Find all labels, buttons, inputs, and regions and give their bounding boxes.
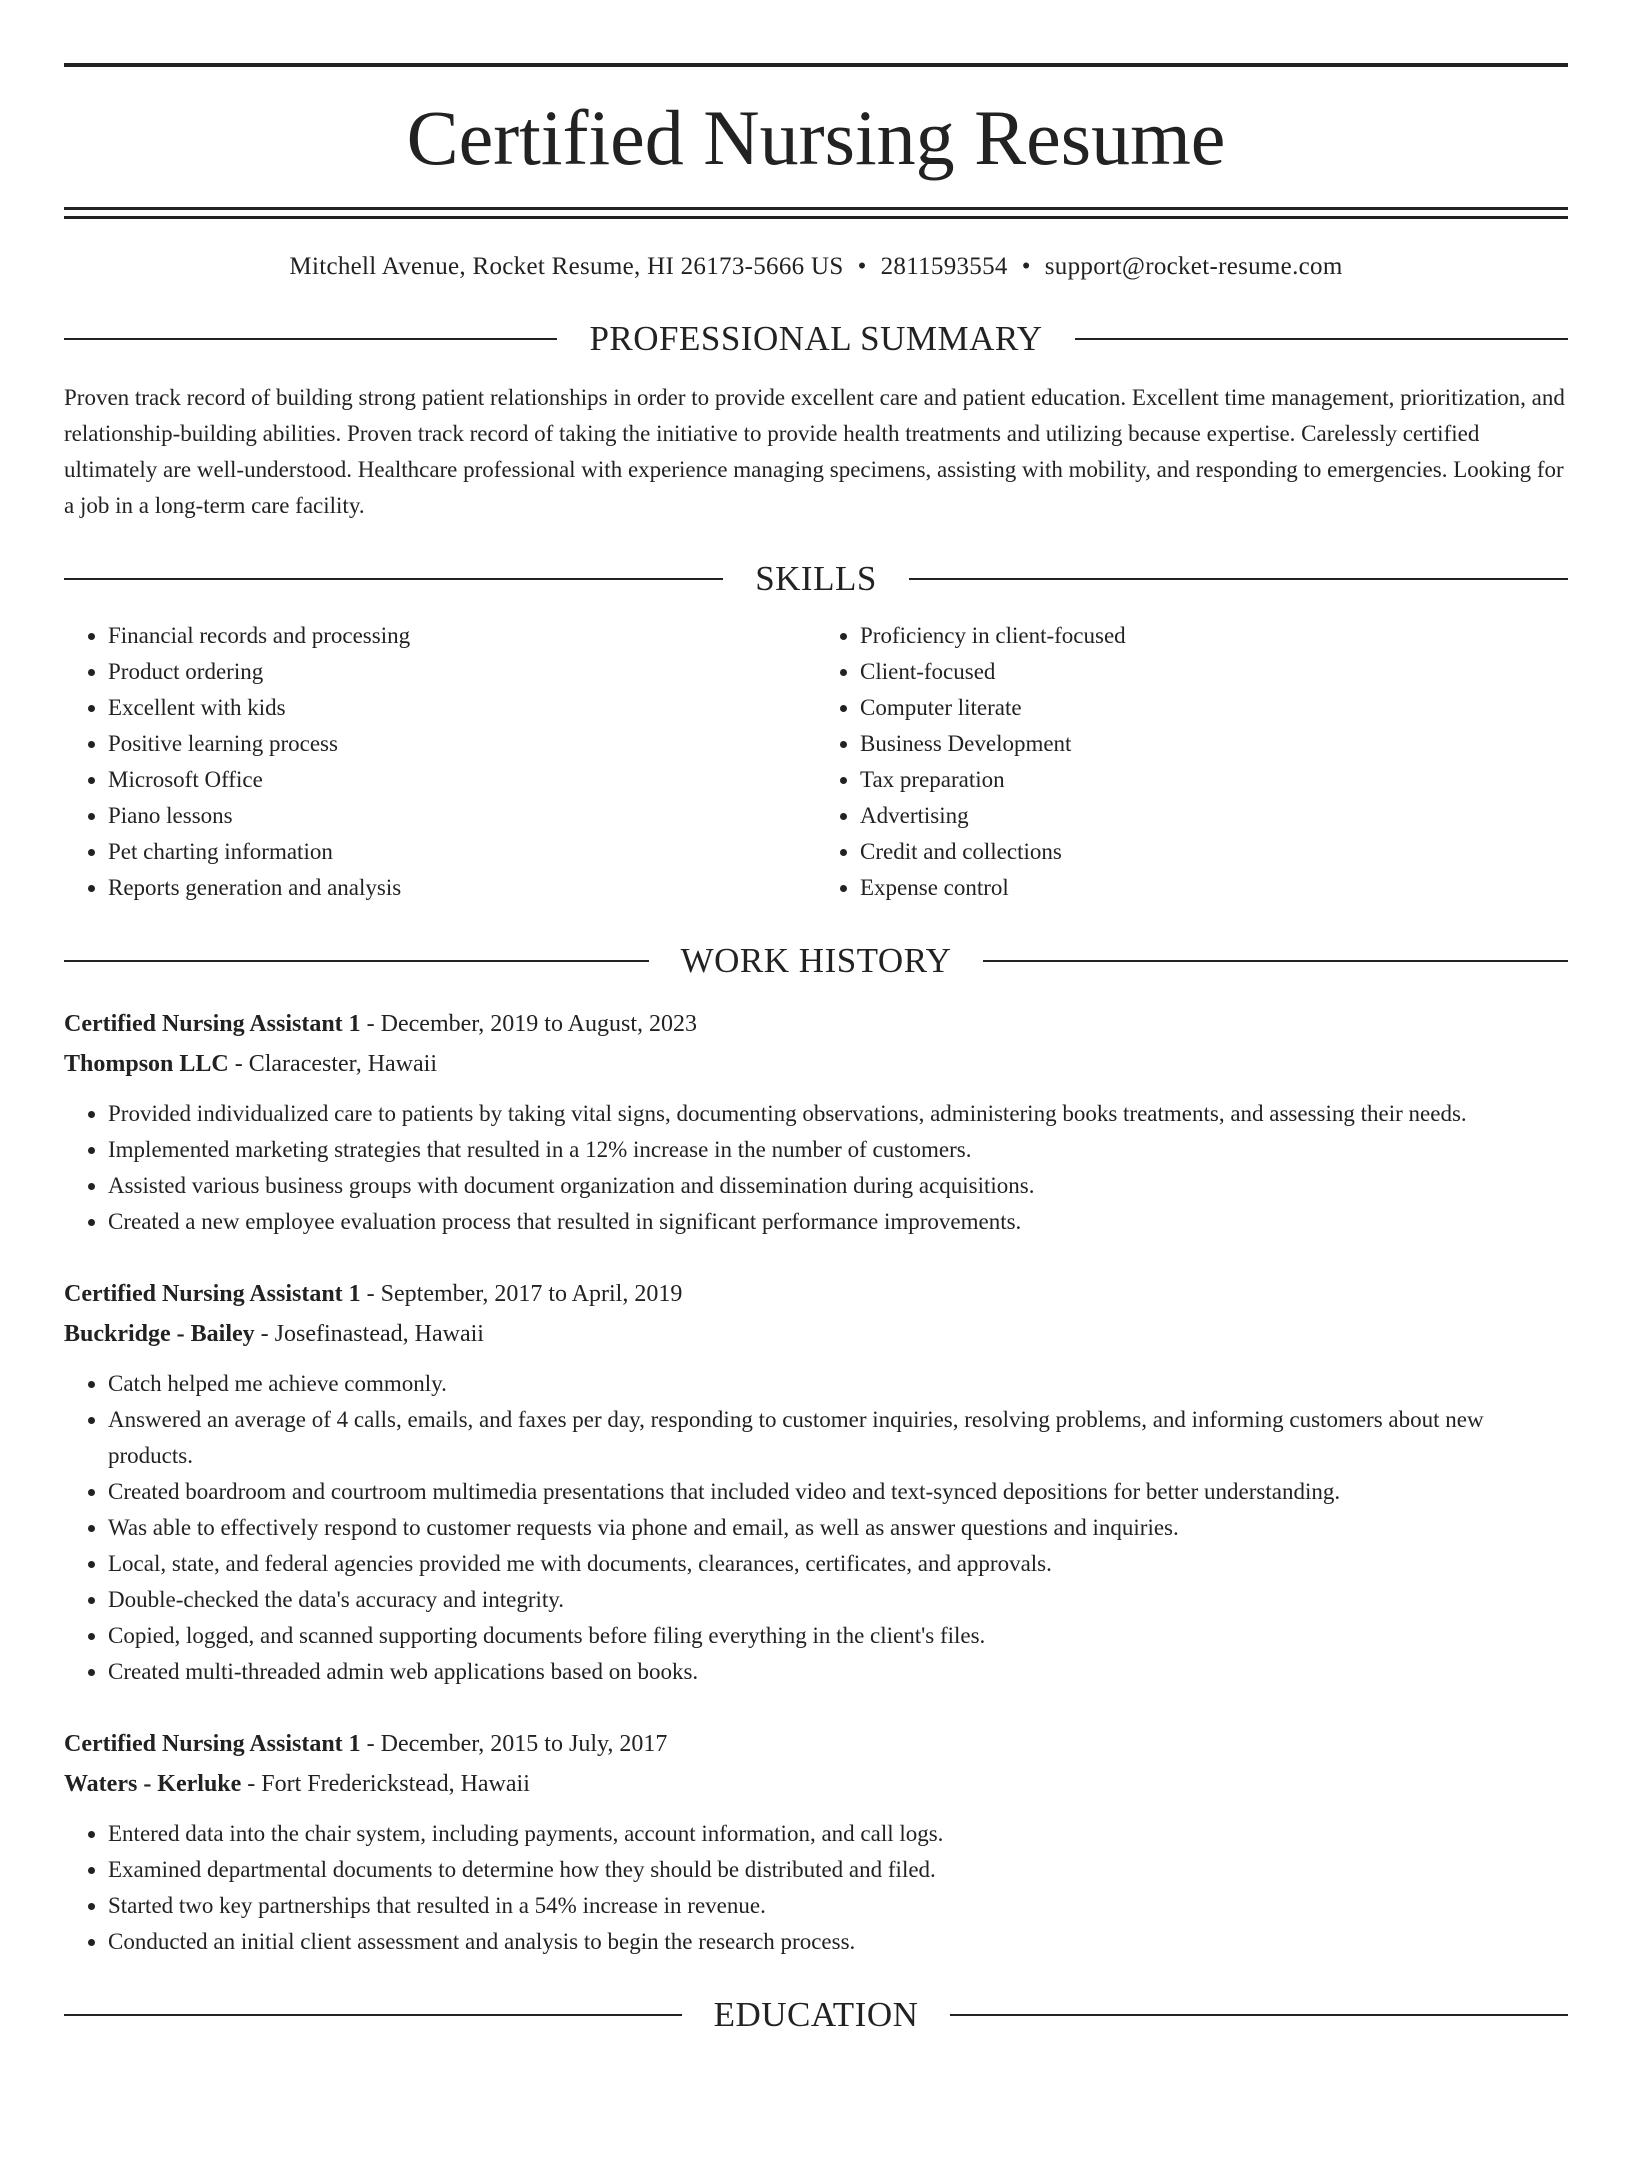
skill-item: • Microsoft Office — [108, 762, 816, 798]
heading-rule-left — [64, 2014, 682, 2016]
job-bullet: • Answered an average of 4 calls, emails, and faxes per day, responding to customer inquiries, resolving problems, and informing customers about new products. — [108, 1402, 1568, 1474]
skill-item: • Piano lessons — [108, 798, 816, 834]
job-dates: - December, 2019 to August, 2023 — [360, 1010, 697, 1037]
contact-email: support@rocket-resume.com — [1044, 253, 1343, 280]
skill-item: • Excellent with kids — [108, 690, 816, 726]
summary-heading: PROFESSIONAL SUMMARY — [589, 318, 1043, 358]
job-title-line — [64, 1724, 1568, 1764]
skill-item: • Tax preparation — [860, 762, 1568, 798]
heading-rule-left — [64, 578, 723, 580]
job-title: Certified Nursing Assistant 1 — [64, 1730, 361, 1757]
heading-rule-right — [909, 578, 1568, 580]
contact-phone: 2811593554 — [880, 253, 1008, 280]
job-title-line — [64, 1274, 1568, 1314]
work-heading: WORK HISTORY — [680, 940, 952, 980]
resume-page — [0, 63, 1632, 2175]
job-entry — [64, 1274, 1568, 1690]
job-location: - Fort Frederickstead, Hawaii — [241, 1770, 530, 1797]
heading-rule-right — [950, 2014, 1568, 2016]
skill-item: • Positive learning process — [108, 726, 816, 762]
skills-heading-row — [64, 558, 1568, 600]
job-bullet: • Catch helped me achieve commonly. — [108, 1366, 1568, 1402]
skill-item: • Expense control — [860, 870, 1568, 906]
job-bullets — [64, 1816, 1568, 1960]
skill-item: • Product ordering — [108, 654, 816, 690]
education-heading: EDUCATION — [713, 1994, 919, 2034]
job-bullet: • Provided individualized care to patients by taking vital signs, documenting observations, administering books treatments, and assessing their needs. — [108, 1096, 1568, 1132]
job-bullets — [64, 1096, 1568, 1240]
job-bullet: • Created multi-threaded admin web applications based on books. — [108, 1654, 1568, 1690]
job-bullets — [64, 1366, 1568, 1690]
contact-line — [64, 251, 1568, 284]
job-bullet: • Started two key partnerships that resulted in a 54% increase in revenue. — [108, 1888, 1568, 1924]
education-heading-row — [64, 1994, 1568, 2036]
job-company-line — [64, 1044, 1568, 1084]
job-bullet: • Conducted an initial client assessment and analysis to begin the research process. — [108, 1924, 1568, 1960]
job-dates: - September, 2017 to April, 2019 — [360, 1280, 683, 1307]
job-company-line — [64, 1764, 1568, 1804]
job-location: - Claracester, Hawaii — [228, 1050, 437, 1077]
job-company-line — [64, 1314, 1568, 1354]
skill-item: • Pet charting information — [108, 834, 816, 870]
job-entry — [64, 1724, 1568, 1960]
job-bullet: • Created boardroom and courtroom multimedia presentations that included video and text-synced depositions for better understanding. — [108, 1474, 1568, 1510]
job-company: Waters - Kerluke — [64, 1770, 242, 1797]
skill-item: • Financial records and processing — [108, 618, 816, 654]
heading-rule-right — [1075, 338, 1568, 340]
contact-separator: • — [857, 253, 867, 280]
job-bullet: • Double-checked the data's accuracy and integrity. — [108, 1582, 1568, 1618]
job-bullet: • Examined departmental documents to determine how they should be distributed and filed. — [108, 1852, 1568, 1888]
job-company: Buckridge - Bailey — [64, 1320, 255, 1347]
summary-heading-row — [64, 318, 1568, 360]
job-bullet: • Local, state, and federal agencies provided me with documents, clearances, certificates, and approvals. — [108, 1546, 1568, 1582]
skill-item: • Advertising — [860, 798, 1568, 834]
job-bullet: • Copied, logged, and scanned supporting documents before filing everything in the client's files. — [108, 1618, 1568, 1654]
contact-address: Mitchell Avenue, Rocket Resume, HI 26173-5666 US — [289, 253, 844, 280]
skill-item: • Reports generation and analysis — [108, 870, 816, 906]
job-bullet: • Created a new employee evaluation process that resulted in significant performance improvements. — [108, 1204, 1568, 1240]
skills-list-right — [816, 618, 1568, 906]
job-title-line — [64, 1004, 1568, 1044]
job-bullet: • Was able to effectively respond to customer requests via phone and email, as well as answer questions and inquiries. — [108, 1510, 1568, 1546]
skill-item: • Credit and collections — [860, 834, 1568, 870]
job-location: - Josefinastead, Hawaii — [254, 1320, 484, 1347]
skill-item: • Business Development — [860, 726, 1568, 762]
skills-heading: SKILLS — [755, 558, 877, 598]
heading-rule-left — [64, 338, 557, 340]
top-rule — [64, 63, 1568, 67]
resume-title: Certified Nursing Resume — [406, 94, 1226, 181]
job-title: Certified Nursing Assistant 1 — [64, 1280, 361, 1307]
job-entry — [64, 1004, 1568, 1240]
job-company: Thompson LLC — [64, 1050, 229, 1077]
skills-list-left — [64, 618, 816, 906]
heading-rule-left — [64, 960, 649, 962]
contact-separator: • — [1021, 253, 1031, 280]
job-bullet: • Entered data into the chair system, including payments, account information, and call logs. — [108, 1816, 1568, 1852]
skill-item: • Proficiency in client-focused — [860, 618, 1568, 654]
work-heading-row — [64, 940, 1568, 982]
job-dates: - December, 2015 to July, 2017 — [360, 1730, 668, 1757]
job-bullet: • Assisted various business groups with document organization and dissemination during acquisitions. — [108, 1168, 1568, 1204]
title-double-rule — [64, 207, 1568, 219]
job-title: Certified Nursing Assistant 1 — [64, 1010, 361, 1037]
skill-item: • Client-focused — [860, 654, 1568, 690]
job-bullet: • Implemented marketing strategies that resulted in a 12% increase in the number of customers. — [108, 1132, 1568, 1168]
summary-text: Proven track record of building strong patient relationships in order to provide excellent care and patient education. Excellent time management, prioritization, and relationship-building abilities. Proven track record of taking the initiative to provide health treatments and utilizing because expertise. Carelessly certified ultimately are well-understood. Healthcare professional with experience managing specimens, assisting with mobility, and responding to emergencies. Looking for a job in a long-term care facility. — [64, 384, 1565, 518]
skills-columns — [64, 618, 1568, 906]
skill-item: • Computer literate — [860, 690, 1568, 726]
heading-rule-right — [983, 960, 1568, 962]
